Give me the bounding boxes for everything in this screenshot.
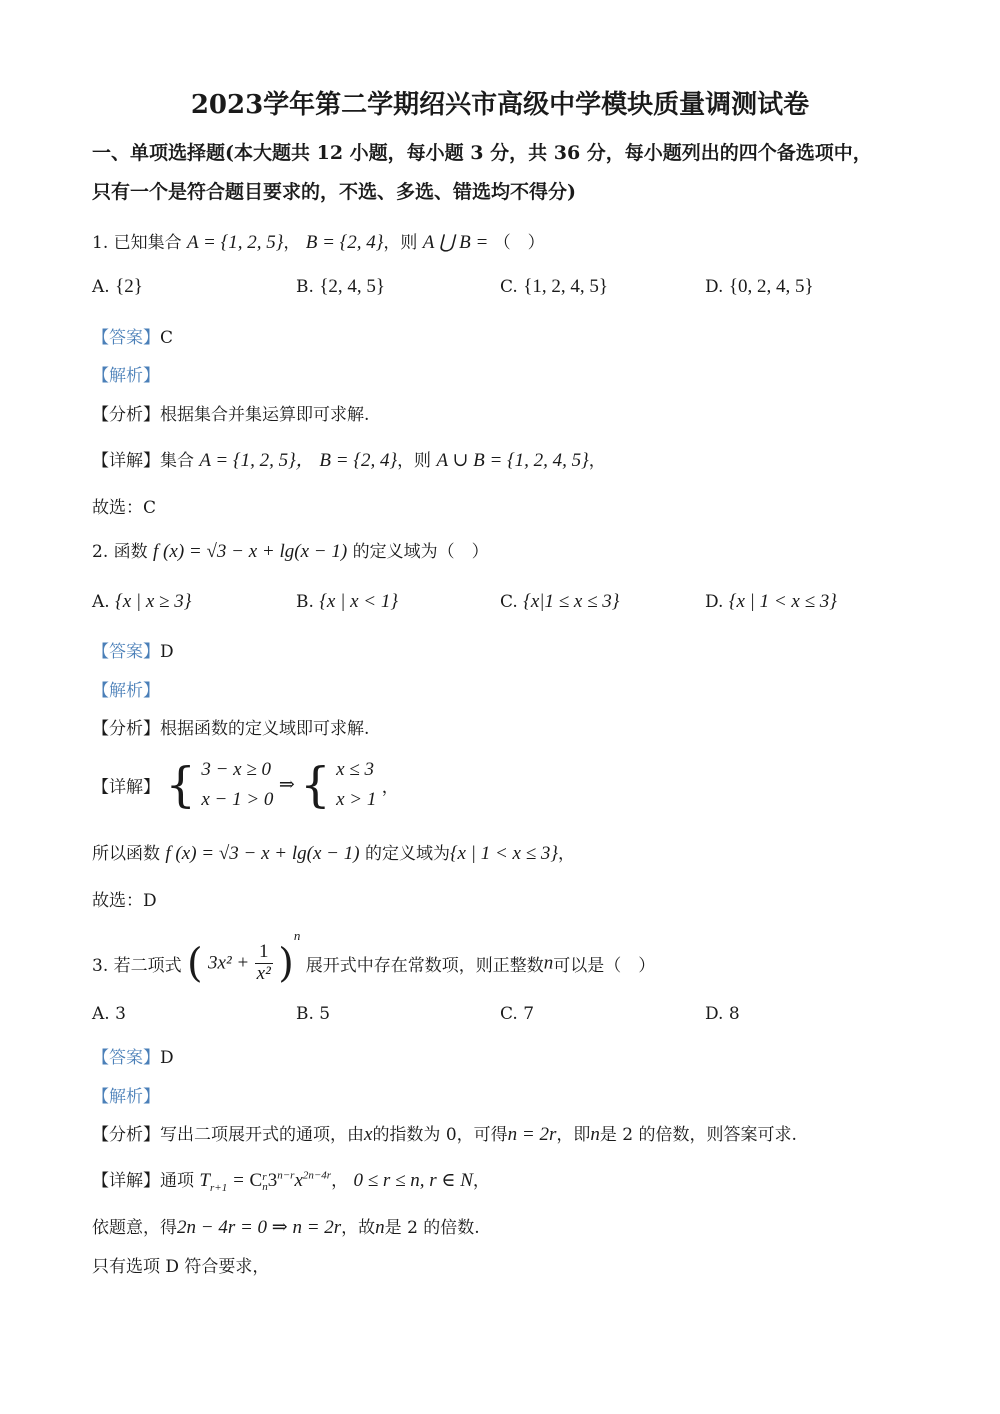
q1-option-b: B. {2, 4, 5} [296, 276, 386, 297]
q3-fraction: $\frac{1}{\text{x²}}$ [256, 941, 271, 984]
q1-then: ，则 [383, 233, 418, 253]
q1-option-c: C. {1, 2, 4, 5} [500, 276, 608, 297]
q2-system-1: { 3 − x ≥ 0 x − 1 > 0 [165, 757, 274, 813]
page-title: 2023学年第二学期绍兴市高级中学模块质量调测试卷 [190, 90, 810, 120]
q1-answer: 【答案】C [92, 328, 174, 348]
section-heading-line1: 一、单项选择题(本大题共 12 小题，每小题 3 分，共 36 分，每小题列出的四个备选项中， [92, 142, 872, 164]
q2-option-a: A. {x | x ≥ 3} [92, 591, 192, 612]
q2-jiexi: 【解析】 [92, 681, 160, 701]
q1-detail: 【详解】集合 A = {1, 2, 5}， B = {2, 4}，则 A ∪ B = {1, 2, 4, 5}， [92, 450, 606, 471]
q1-option-d: D. {0, 2, 4, 5} [705, 276, 814, 297]
q2-function: f (x) = √3 − x + lg(x − 1) [153, 541, 348, 562]
q1-stem [92, 228, 545, 254]
q1-set-b: B = {2, 4} [305, 232, 384, 253]
q1-expr: A ⋃ B = [422, 232, 489, 253]
q1-choice: 故选：C [92, 498, 157, 518]
section-heading-line2: 只有一个是符合题目要求的，不选、多选、错选均不得分) [92, 181, 576, 203]
q3-option-a: A. 3 [92, 1004, 126, 1024]
q3-fenxi: 【分析】写出二项展开式的通项，由x的指数为 0，可得n = 2r，即n是 2 的倍数，则答案可求. [92, 1124, 797, 1145]
q3-jiexi: 【解析】 [92, 1087, 160, 1107]
q2-option-b: B. {x | x < 1} [296, 591, 398, 612]
q2-option-c: C. {x|1 ≤ x ≤ 3} [500, 591, 620, 612]
q3-stem: 3. 若二项式 ( 3x² + $\frac{1}{\text{x²}}$ )$^n$ 展开式中存在常数项，则正整数n可以是（ ） [92, 928, 656, 987]
q1-jiexi: 【解析】 [92, 366, 160, 386]
q1-prefix: 1. 已知集合 [92, 233, 182, 253]
q1-sep: ， [283, 233, 301, 253]
q3-answer: 【答案】D [92, 1048, 174, 1068]
q3-detail: 【详解】通项 $T_{r+1} = C$ r n $3^{n-r}x^{2n-4r}$， 0 ≤ r ≤ n, r ∈ N， [92, 1169, 490, 1194]
q3-option-b: B. 5 [296, 1004, 331, 1024]
q2-stem: 2. 函数 f (x) = √3 − x + lg(x − 1) 的定义域为（ ） [92, 541, 489, 562]
q3-conclusion: 只有选项 D 符合要求， [92, 1257, 270, 1277]
q2-fenxi: 【分析】根据函数的定义域即可求解. [92, 719, 370, 739]
q2-system-2: { x ≤ 3 x > 1 [300, 757, 377, 813]
q2-option-d: D. {x | 1 < x ≤ 3} [705, 591, 837, 612]
q3-derivation: 依题意，得2n − 4r = 0 ⇒ n = 2r，故n是 2 的倍数. [92, 1217, 480, 1238]
q1-fenxi: 【分析】根据集合并集运算即可求解. [92, 405, 370, 425]
q2-choice: 故选：D [92, 891, 157, 911]
q2-detail: 【详解】 { 3 − x ≥ 0 x − 1 > 0 ⇒ { x ≤ 3 x > 1 ， [92, 757, 399, 813]
q3-option-d: D. 8 [705, 1004, 740, 1024]
q1-option-a: A. {2} [92, 276, 143, 297]
q2-answer: 【答案】D [92, 642, 174, 662]
q2-conclusion: 所以函数 f (x) = √3 − x + lg(x − 1) 的定义域为{x | 1 < x ≤ 3}， [92, 843, 575, 864]
q3-option-c: C. 7 [500, 1004, 535, 1024]
q1-set-a: A = {1, 2, 5} [187, 232, 284, 253]
q1-blank: （ ） [493, 233, 545, 253]
q3-general-term: $T_{r+1} = C$ r n $3^{n-r}x^{2n-4r}$ [199, 1169, 332, 1194]
